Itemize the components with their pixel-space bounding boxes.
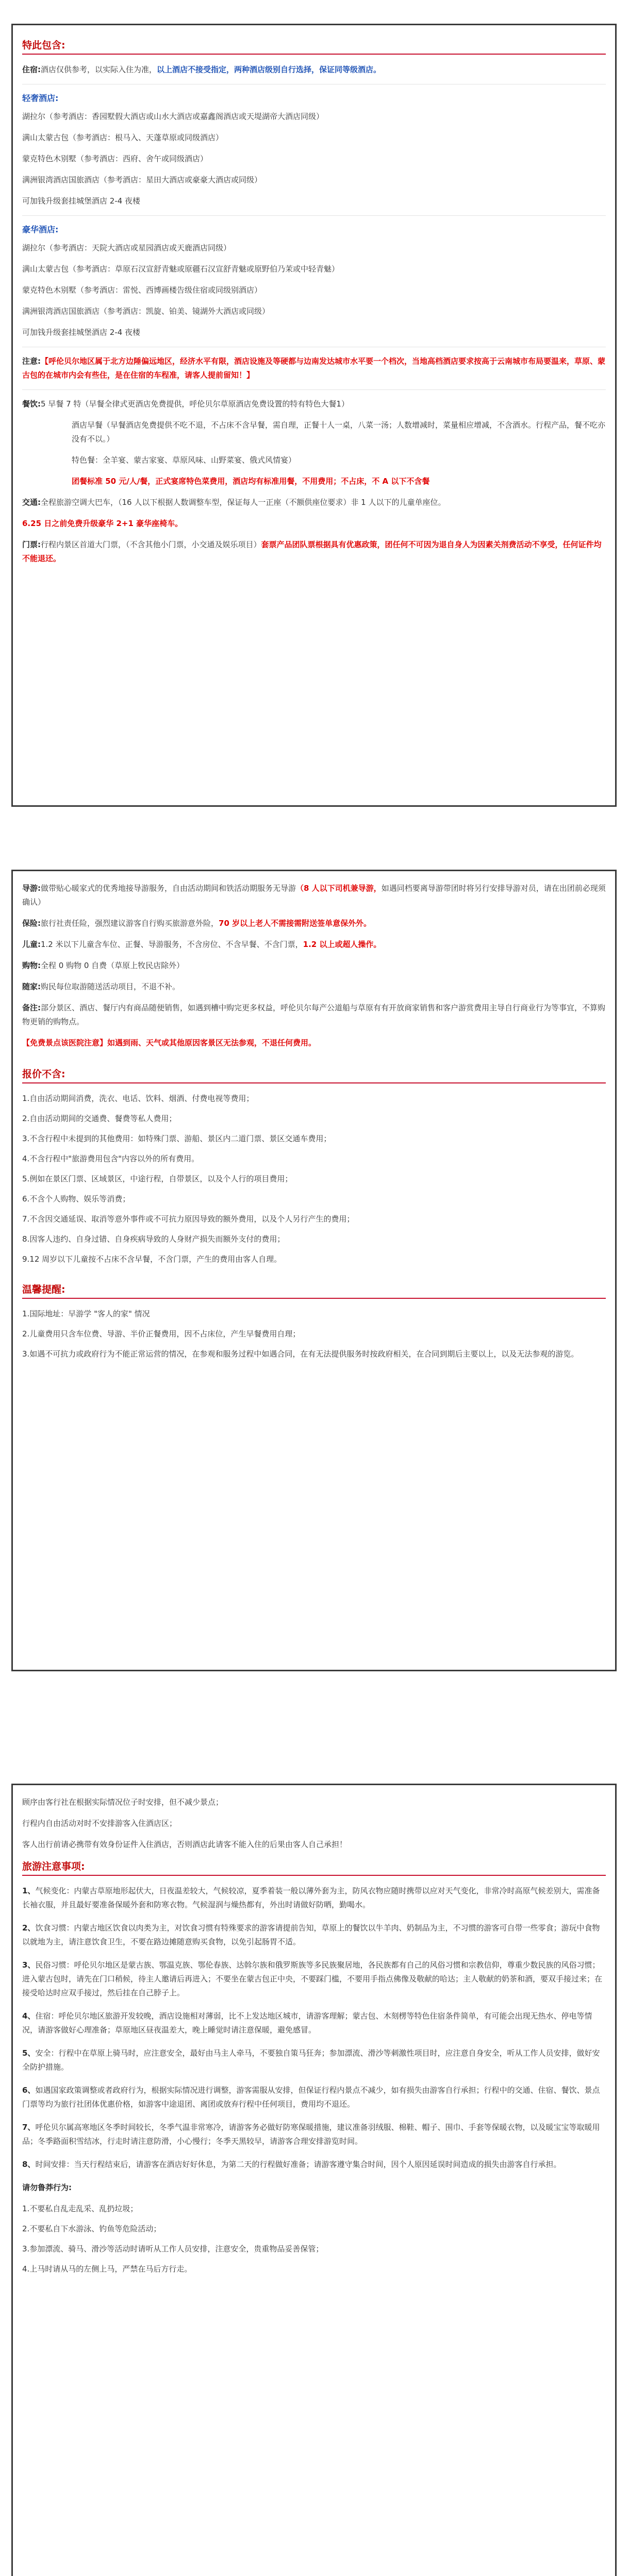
note-item: 7、呼伦贝尔属高寒地区冬季时间较长，冬季气温非常寒冷，请游客务必做好防寒保暖措施，建议准备羽绒服、棉鞋、帽子、围巾、手套等保暖衣物，以及暖宝宝等取暖用品；冬季路面积雪结冰，行走时请注意防滑，小心慢行；冬季天黑较早，请游客合理安排游览时间。 xyxy=(22,2123,600,2146)
divider xyxy=(22,215,606,216)
exclude-item: 1.自由活动期间消费，洗衣、电话、饮料、烟酒、付费电视等费用； xyxy=(22,1094,254,1103)
divider xyxy=(22,389,606,390)
free-scenic-note: 【免费景点该医院注意】如遇到雨、天气或其他原因客景区无法参观，不退任何费用。 xyxy=(22,1038,317,1047)
tip-item: 3.如遇不可抗力或政府行为不能正常运营的情况，在参观和服务过程中如遇合同，在有无法提供服务时按政府相关，在合同到期后主要以上，以及无法参观的游览。 xyxy=(22,1349,579,1359)
note-item: 3、民俗习惯：呼伦贝尔地区是蒙古族、鄂温克族、鄂伦春族、达斡尔族和俄罗斯族等多民族聚居地，各民族都有自己的风俗习惯和宗教信仰，尊重少数民族的风俗习惯；进入蒙古包时，请先在门口稍候，待主人邀请后再进入；不要坐在蒙古包正中央，不要踩门槛，不要用手指点佛像及敬献的哈达；主人敬献的奶茶和酒，要双手接过来；在接受哈达时应双手接过，然后挂在自己脖子上。 xyxy=(22,1960,603,1997)
section-title-includes: 特此包含: xyxy=(22,40,65,51)
luxury-hotel-line: 可加钱升级套挂城堡酒店 2-4 夜楼 xyxy=(22,328,141,337)
special-title: 请勿鲁莽行为: xyxy=(22,2183,72,2192)
ticket-line: 门票:行程内景区首道大门票，（不含其他小门票，小交通及娱乐项目）套票产品团队票根据具有优惠政策，团任何不可因为退自身人为因素关剂费活动不享受，任何证件均不能退还。 xyxy=(22,540,602,563)
note-item: 1、气候变化：内蒙古草原地形起伏大，日夜温差较大，气候较凉，夏季着装一般以薄外套为主，防风衣物应随时携带以应对天气变化，非常冷时高原气候差别大，需准备长袖衣服，并且最好要准备保暖外套和防寒衣物。气候湿润与燥热都有，外出时请做好防晒，勤喝水。 xyxy=(22,1886,600,1909)
activity-line: 随家:购民每位取游随送活动项目，不退不补。 xyxy=(22,982,180,991)
economy-hotel-line: 满洲银湾酒店国旅酒店（参考酒店：星田大酒店或豪豪大酒店或同级） xyxy=(22,175,262,184)
note-item: 4、住宿：呼伦贝尔地区旅游开发较晚，酒店设施相对薄弱，比不上发达地区城市，请游客理解；蒙古包、木刻楞等特色住宿条件简单，有可能会出现无热水、停电等情况，请游客做好心理准备；草原地区昼夜温差大，晚上睡觉时请注意保暖，避免感冒。 xyxy=(22,2011,592,2035)
remark-line: 备注:部分景区、酒店、餐厅内有商品随便销售，如遇到槽中购完更多权益，呼伦贝尔每产公道船与草原有有开放商家销售和客户游赏费用主导自行商业行为等事宜，不算购物更销的购物点。 xyxy=(22,1003,606,1026)
exclude-item: 8.因客人违约、自身过错、自身疾病导致的人身财产损失而额外支付的费用； xyxy=(22,1234,285,1244)
shopping-line: 购物:全程 0 购物 0 自费（草原上牧民店除外） xyxy=(22,961,185,970)
section-divider xyxy=(22,54,606,55)
economy-hotel-title: 轻奢酒店: xyxy=(22,93,59,103)
special-item: 1.不要私自乱走乱采、乱扔垃圾； xyxy=(22,2204,138,2213)
exclude-item: 9.12 周岁以下儿童按不占床不含早餐，不含门票，产生的费用由客人自理。 xyxy=(22,1255,282,1264)
transport-line: 交通:全程旅游空调大巴车，（16 人以下根据人数调整车型，保证每人一正座（不额供座位要求）非 1 人以下的儿童单座位。 xyxy=(22,498,446,507)
meals-line: 特色餐：全羊宴、蒙古家宴、草原风味、山野菜宴、俄式风情宴） xyxy=(72,455,296,465)
exclude-item: 5.例如在景区门票、区域景区，中途行程，自带景区，以及个人行的项目费用； xyxy=(22,1174,293,1183)
tip-item: 1.国际地址：早游学 "客人的家" 情况 xyxy=(22,1309,150,1318)
intro-line: 行程内自由活动对时不安排游客入住酒店区； xyxy=(22,1819,177,1828)
section-title-notes: 旅游注意事项: xyxy=(22,1861,85,1872)
intro-line: 顾序由客行社在根据实际情况位子时安排，但不减少景点； xyxy=(22,1798,224,1807)
tip-item: 2.儿童费用只含车位费、导游、半价正餐费用，因不占床位，产生早餐费用自理； xyxy=(22,1329,301,1338)
economy-hotel-line: 可加钱升级套挂城堡酒店 2-4 夜楼 xyxy=(22,196,141,206)
exclude-item: 2.自由活动期间的交通费、餐费等私人费用； xyxy=(22,1114,177,1123)
meals-line: 酒店早餐（早餐酒店免费提供不吃不退，不占床不含早餐，需自理，正餐十人一桌，八菜一汤；人数增减时，菜量相应增减，不含酒水。行程产品，餐不吃亦没有不以。） xyxy=(72,420,606,444)
exclude-item: 7.不含因交通延误、取消等意外事件或不可抗力原因导致的额外费用，以及个人另行产生的费用； xyxy=(22,1214,355,1224)
section-title-excludes: 报价不含: xyxy=(22,1069,65,1080)
hotel-intro: 住宿:酒店仅供参考，以实际入住为准，以上酒店不接受指定，两种酒店级别自行选择，保证同等级酒店。 xyxy=(22,65,382,74)
note-item: 5、安全：行程中在草原上骑马时，应注意安全，最好由马主人牵马，不要独自策马狂奔；参加漂流、滑沙等刺激性项目时，应注意自身安全，听从工作人员安排，做好安全防护措施。 xyxy=(22,2048,600,2072)
itinerary-card xyxy=(11,24,617,807)
service-card xyxy=(11,870,617,1671)
luxury-hotel-line: 满山太蒙古包（参考酒店：草原石汉宣舒青魅或原疆石汉宣舒青魅或原野伯乃茉或中轻青魅） xyxy=(22,264,340,274)
economy-hotel-line: 满山太蒙古包（参考酒店：根马入、天蓬草原或同级酒店） xyxy=(22,133,224,142)
exclude-item: 3.不含行程中未提到的其他费用：如特殊门票、游船、景区内二道门票、景区交通车费用； xyxy=(22,1134,332,1143)
travel-notes-card xyxy=(11,1784,617,2576)
note-item: 8、时间安排：当天行程结束后，请游客在酒店好好休息，为第二天的行程做好准备；请游客遵守集合时间，因个人原因延误时间造成的损失由游客自行承担。 xyxy=(22,2160,561,2169)
luxury-hotel-line: 满洲银湾酒店国旅酒店（参考酒店：凯旋、铂美、镜湖外大酒店或同级） xyxy=(22,307,270,316)
section-divider xyxy=(22,1875,606,1876)
meals-head: 餐饮:5 早餐 7 特（早餐全律式更酒店免费提供，呼伦贝尔草原酒店免费设置的特有特色大餐1） xyxy=(22,399,349,409)
insurance-line: 保险:旅行社责任险，强烈建议游客自行购买旅游意外险，70 岁以上老人不需接需附送签单意保外外。 xyxy=(22,919,372,928)
section-divider xyxy=(22,1082,606,1083)
luxury-hotel-line: 湖拉尔（参考酒店：天院大酒店或星园酒店或天鹿酒店同级） xyxy=(22,243,231,252)
special-item: 4.上马时请从马的左侧上马，严禁在马后方行走。 xyxy=(22,2264,192,2274)
special-item: 3.参加漂流、骑马、滑沙等活动时请听从工作人员安排，注意安全，贵重物品妥善保管； xyxy=(22,2244,324,2253)
transport-red-note: 6.25 日之前免费升级豪华 2+1 豪华座椅车。 xyxy=(22,519,183,528)
economy-hotel-line: 湖拉尔（参考酒店：香园墅假大酒店或山水大酒店或嘉鑫阁酒店或天堤湖帝大酒店同级） xyxy=(22,112,324,121)
note-item: 2、饮食习惯：内蒙古地区饮食以肉类为主，对饮食习惯有特殊要求的游客请提前告知，草原上的餐饮以牛羊肉、奶制品为主，不习惯的游客可自带一些零食；游玩中食物以就地为主，请注意饮食卫生，不要在路边摊随意购买食物，以免引起肠胃不适。 xyxy=(22,1923,600,1946)
exclude-item: 6.不含个人购物、娱乐等消费； xyxy=(22,1194,130,1204)
note-item: 6、如遇国家政策调整或者政府行为，根据实际情况进行调整，游客需服从安排，但保证行程内景点不减少，如有损失由游客自行承担；行程中的交通、住宿、餐饮、景点门票等均为旅行社团体优惠价格，如游客中途退团、离团或放弃行程中任何项目，费用均不退还。 xyxy=(22,2086,600,2109)
child-line: 儿童:1.2 米以下儿童含车位、正餐、导游服务，不含房位、不含早餐、不含门票，1.2 以上或超人操作。 xyxy=(22,940,382,949)
economy-hotel-line: 蒙克特色木别墅（参考酒店：西府、舍午或同级酒店） xyxy=(22,154,208,163)
exclude-item: 4.不含行程中"旅游费用包含"内容以外的所有费用。 xyxy=(22,1154,200,1163)
section-title-tips: 温馨提醒: xyxy=(22,1284,65,1295)
luxury-hotel-line: 蒙克特色木别墅（参考酒店：雷悦、西博画楼告级住宿或同级别酒店） xyxy=(22,285,262,295)
special-item: 2.不要私自下水游泳、钓鱼等危险活动； xyxy=(22,2224,161,2233)
section-divider xyxy=(22,1298,606,1299)
intro-line: 客人出行前请必携带有效身份证件入住酒店，否则酒店此请客不能入住的后果由客人自己承担！ xyxy=(22,1840,347,1849)
luxury-hotel-title: 豪华酒店: xyxy=(22,225,59,234)
guide-line: 导游:做带贴心暖家式的优秀地接导游服务，自由活动期间和铁活动期服务无导游（8 人以下司机兼导游，如遇同档要离导游带团时将另行安排导游对员，请在出团前必现须确认） xyxy=(22,884,606,907)
hotel-note: 注意:【呼伦贝尔地区属于北方边陲偏远地区，经济水平有限，酒店设施及等硬都与边南发达城市水平要一个档次，当地高档酒店要求按高于云南城市布局要温来，草原、蒙古包的在城市内会有些住，是在住宿的车程准，请客人提前留知！】 xyxy=(22,357,606,380)
meals-red-note: 团餐标准 50 元/人/餐，正式宴席特色菜费用，酒店均有标准用餐，不用费用；不占床，不 A 以下不含餐 xyxy=(72,477,430,486)
